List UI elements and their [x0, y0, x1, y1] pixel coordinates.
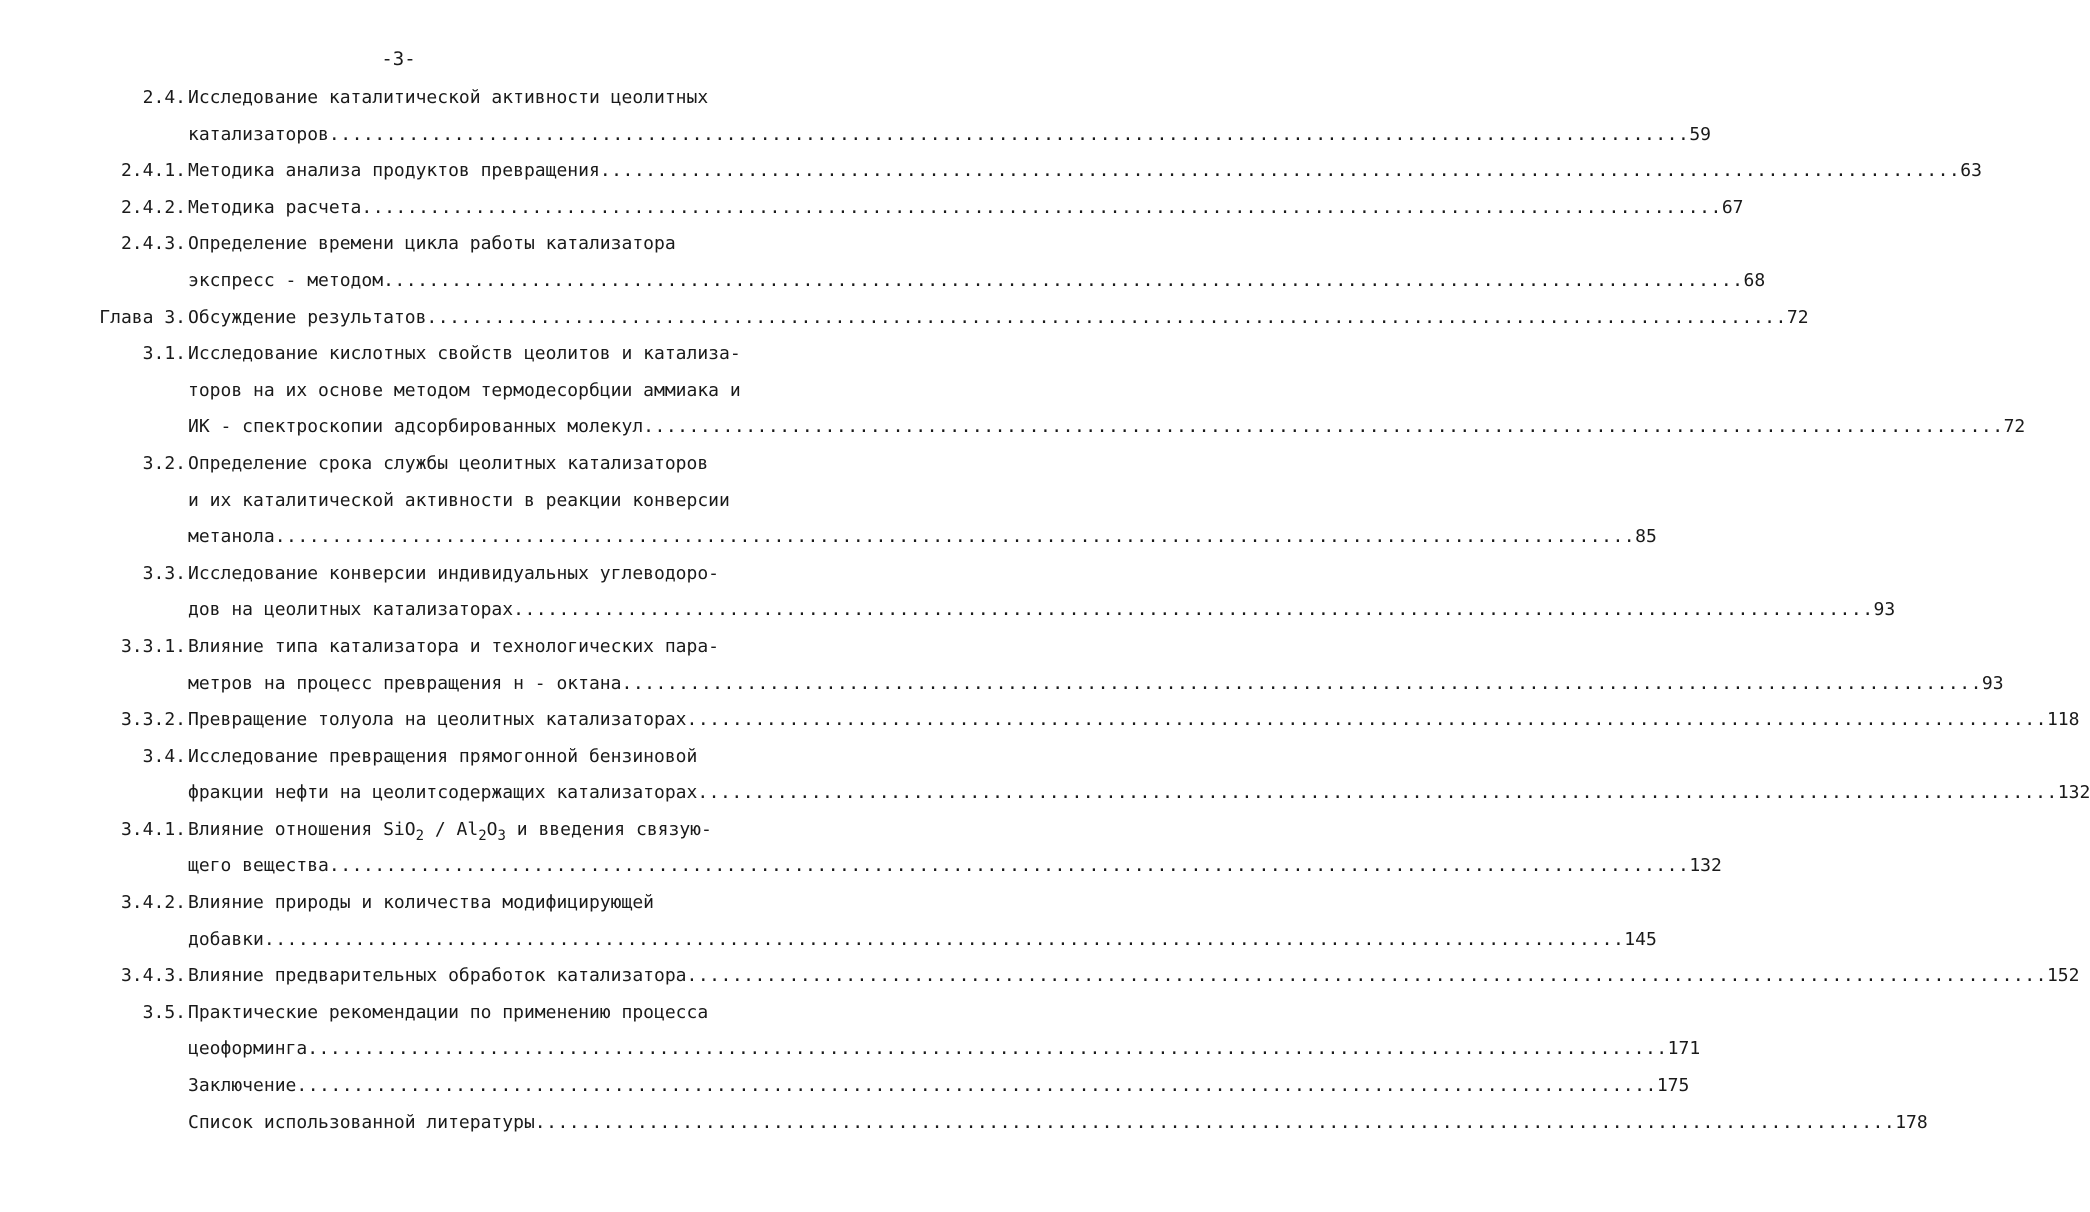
page-number: -3-	[381, 48, 416, 70]
toc-page-number: 72	[2003, 416, 2026, 438]
toc-page-number: 67	[1721, 196, 1744, 218]
toc-line: Исследование конверсии индивидуальных углеводоро-	[188, 562, 720, 584]
toc-entry-title: Превращение толуола на цеолитных катализаторах	[188, 709, 687, 731]
toc-entry-body	[188, 446, 1657, 556]
toc-page-number: 132	[2057, 782, 2090, 804]
toc-line: Определение времени цикла работы катализатора	[188, 233, 676, 255]
toc-last-line	[188, 958, 2080, 995]
toc-entry-number: 3.4.2.	[120, 892, 186, 914]
toc-entry-number: 2.4.	[142, 87, 186, 108]
toc-entry	[0, 226, 1766, 299]
toc-entry-body	[188, 226, 1766, 299]
toc-page-number: 93	[1873, 599, 1896, 621]
toc-entry-body	[188, 1105, 1928, 1142]
toc-page-number: 178	[1895, 1111, 1928, 1133]
toc-entry-body	[188, 190, 1744, 227]
formula-text: SiO	[383, 818, 416, 840]
toc-last-line	[188, 666, 2004, 703]
toc-entry-body	[188, 80, 1712, 153]
toc-entry-body	[188, 885, 1657, 958]
toc-entry-number: Глава 3.	[99, 306, 186, 328]
toc-page-number: 63	[1960, 160, 1982, 182]
toc-entry-number: 2.4.2.	[120, 196, 186, 218]
toc-last-line	[188, 263, 1766, 300]
toc-last-line	[188, 702, 2080, 739]
toc-entry-title: дов на цеолитных катализаторах	[188, 599, 514, 621]
toc-entry-number: 3.5.	[142, 1001, 186, 1023]
toc-entry-title: Методика расчета	[188, 196, 362, 218]
toc-page-number: 118	[2046, 709, 2080, 731]
table-of-contents	[0, 80, 2090, 1141]
leader-dots: ........................................................................................................................	[513, 599, 1874, 621]
toc-entry-title: ИК - спектроскопии адсорбированных молекул	[188, 416, 644, 438]
toc-entry-number: 3.4.1.	[120, 818, 186, 840]
toc-entry	[0, 556, 1896, 629]
toc-last-line	[188, 848, 1722, 885]
toc-entry-title: экспресс - методом	[188, 269, 384, 291]
toc-entry	[0, 958, 2080, 995]
toc-entry	[0, 629, 2004, 702]
toc-line: Влияние природы и количества модифицирующей	[188, 892, 654, 914]
toc-entry	[0, 885, 1657, 958]
toc-page-number: 68	[1743, 269, 1766, 291]
formula-subscript: 3	[497, 827, 506, 844]
toc-line: и их каталитической активности в реакции конверсии	[188, 489, 730, 511]
toc-last-line	[188, 519, 1657, 556]
formula-subscript: 2	[415, 827, 425, 844]
leader-dots: ........................................................................................................................	[599, 160, 1961, 182]
toc-entry-title: Список использованной литературы	[188, 1111, 535, 1133]
toc-line: Практические рекомендации по применению процесса	[188, 1001, 709, 1023]
leader-dots: ........................................................................................................................	[426, 306, 1787, 328]
toc-entry-body	[188, 153, 1982, 190]
toc-line: Определение срока службы цеолитных катализаторов	[188, 452, 709, 474]
toc-entry	[0, 446, 1657, 556]
toc-entry-number: 3.3.1.	[120, 635, 186, 657]
leader-dots: ........................................................................................................................	[361, 196, 1722, 218]
leader-dots: ........................................................................................................................	[534, 1111, 1896, 1133]
toc-line: Влияние типа катализатора и технологических пара-	[188, 635, 720, 657]
toc-last-line	[188, 592, 1896, 629]
toc-entry-number: 3.3.2.	[120, 709, 186, 731]
toc-page-number: 85	[1635, 526, 1657, 548]
toc-entry-body	[188, 336, 2026, 446]
toc-entry-number: 3.4.3.	[120, 965, 186, 987]
toc-entry	[0, 739, 2090, 812]
toc-entry-title: катализаторов	[188, 123, 329, 145]
leader-dots: ........................................................................................................................	[643, 416, 2004, 438]
toc-entry-body	[188, 958, 2080, 995]
leader-dots: ........................................................................................................................	[686, 709, 2047, 731]
toc-entry-title: Влияние предварительных обработок катализатора	[188, 965, 687, 987]
leader-dots: ........................................................................................................................	[383, 269, 1744, 291]
leader-dots: ........................................................................................................................	[307, 1038, 1668, 1060]
toc-last-line	[188, 409, 2026, 446]
toc-entry-title: метров на процесс превращения н - октана	[188, 672, 622, 694]
toc-page-number: 72	[1786, 306, 1809, 328]
toc-entry-number: 3.3.	[142, 562, 186, 584]
toc-page-number: 132	[1689, 855, 1722, 877]
toc-last-line	[188, 1105, 1928, 1142]
toc-entry	[0, 1068, 1690, 1105]
toc-last-line	[188, 300, 1809, 337]
toc-entry-body	[188, 300, 1809, 337]
toc-last-line	[188, 190, 1744, 227]
toc-page-number: 175	[1656, 1075, 1690, 1097]
toc-entry-title: цеоформинга	[188, 1038, 308, 1060]
toc-last-line	[188, 1031, 1701, 1068]
toc-entry-body	[188, 995, 1701, 1068]
toc-entry-number: 2.4.3.	[120, 233, 186, 255]
toc-entry	[0, 995, 1701, 1068]
formula-text: Влияние отношения	[188, 818, 384, 840]
formula-text: и введения связую-	[505, 818, 712, 840]
toc-entry-number: 3.4.	[142, 745, 186, 767]
toc-entry-title: Обсуждение результатов	[188, 306, 427, 328]
leader-dots: ........................................................................................................................	[274, 526, 1636, 548]
leader-dots: ........................................................................................................................	[621, 672, 1982, 694]
toc-entry	[0, 336, 2026, 446]
toc-entry-body	[188, 556, 1896, 629]
toc-last-line	[188, 1068, 1690, 1105]
toc-line: Исследование каталитической активности цеолитных	[188, 87, 709, 108]
toc-last-line	[188, 117, 1712, 154]
toc-line: Исследование кислотных свойств цеолитов и катализа-	[188, 343, 741, 365]
toc-entry-title: метанола	[188, 526, 275, 548]
leader-dots: ........................................................................................................................	[296, 1075, 1657, 1097]
toc-entry-body	[188, 702, 2080, 739]
toc-entry-title: фракции нефти на цеолитсодержащих катализаторах	[188, 782, 698, 804]
toc-entry-title: Заключение	[188, 1075, 297, 1097]
leader-dots: ........................................................................................................................	[697, 782, 2058, 804]
toc-entry	[0, 1105, 1928, 1142]
toc-page-number: 171	[1667, 1038, 1701, 1060]
toc-entry-body	[188, 812, 1722, 885]
toc-page-number: 152	[2046, 965, 2080, 987]
formula-text: / Al	[424, 818, 479, 840]
toc-last-line	[188, 775, 2090, 812]
leader-dots: ........................................................................................................................	[686, 965, 2047, 987]
toc-entry	[0, 812, 1722, 885]
toc-entry-body	[188, 739, 2090, 812]
toc-page-number: 145	[1624, 928, 1657, 950]
toc-entry-number: 3.2.	[142, 452, 186, 474]
toc-entry-body	[188, 1068, 1690, 1105]
leader-dots: ........................................................................................................................	[328, 855, 1690, 877]
leader-dots: ........................................................................................................................	[263, 928, 1625, 950]
toc-entry-title: добавки	[188, 928, 264, 950]
formula-subscript: 2	[478, 827, 487, 844]
formula-text: O	[486, 818, 498, 840]
toc-entry	[0, 702, 2080, 739]
toc-entry	[0, 153, 1982, 190]
toc-entry	[0, 300, 1809, 337]
toc-entry-title: Методика анализа продуктов превращения	[188, 160, 600, 182]
toc-line: торов на их основе методом термодесорбции аммиака и	[188, 379, 741, 401]
toc-last-line	[188, 153, 1982, 190]
toc-last-line	[188, 922, 1657, 959]
toc-entry-title: щего вещества	[188, 855, 329, 877]
toc-entry-body	[188, 629, 2004, 702]
leader-dots: ........................................................................................................................	[328, 123, 1690, 145]
toc-page-number: 93	[1981, 672, 2004, 694]
toc-line: Исследование превращения прямогонной бензиновой	[188, 745, 698, 767]
toc-page-number: 59	[1689, 123, 1712, 145]
toc-entry	[0, 190, 1744, 227]
toc-entry-number: 3.1.	[142, 343, 186, 365]
toc-entry-number: 2.4.1.	[120, 160, 186, 182]
toc-entry	[0, 80, 1712, 153]
toc-line	[188, 812, 752, 849]
